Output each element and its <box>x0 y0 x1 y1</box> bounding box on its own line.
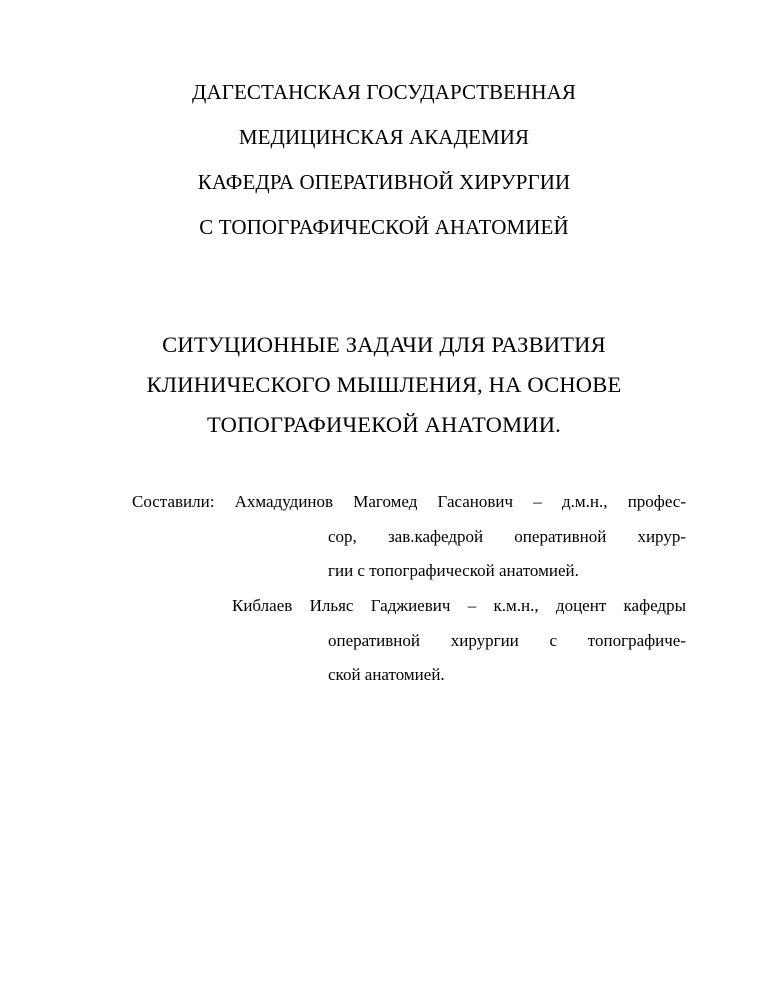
author-2-desc-line-3: ской анатомией. <box>328 665 445 684</box>
title-line-2: КЛИНИЧЕСКОГО МЫШЛЕНИЯ, НА ОСНОВЕ <box>146 372 622 397</box>
institution-line-1: ДАГЕСТАНСКАЯ ГОСУДАРСТВЕННАЯ <box>192 80 576 104</box>
institution-line-2: МЕДИЦИНСКАЯ АКАДЕМИЯ <box>238 125 530 149</box>
author-1-first-line <box>132 492 686 512</box>
institution-line-4: С ТОПОГРАФИЧЕСКОЙ АНАТОМИЕЙ <box>199 215 569 239</box>
author-1-name: Ахмадудинов Магомед Гасанович <box>234 492 514 511</box>
institution-line-3: КАФЕДРА ОПЕРАТИВНОЙ ХИРУРГИИ <box>197 170 571 194</box>
author-2-name: Киблаев Ильяс Гаджиевич <box>232 596 451 615</box>
author-2-first-line <box>232 596 686 616</box>
compilers-label: Составили: <box>132 492 215 511</box>
author-2-desc-line-1: – к.м.н., доцент кафедры <box>467 596 687 615</box>
author-1-desc-line-3: гии с топографической анатомией. <box>328 561 579 580</box>
title-line-1: СИТУЦИОННЫЕ ЗАДАЧИ ДЛЯ РАЗВИТИЯ <box>162 332 606 357</box>
author-1-desc-line-1: – д.м.н., профес- <box>533 492 686 511</box>
author-1-desc-line-2: сор, зав.кафедрой оперативной хирур- <box>328 527 686 546</box>
title-line-3: ТОПОГРАФИЧЕКОЙ АНАТОМИИ. <box>206 412 562 437</box>
author-2-desc-line-2: оперативной хирургии с топографиче- <box>328 631 686 650</box>
